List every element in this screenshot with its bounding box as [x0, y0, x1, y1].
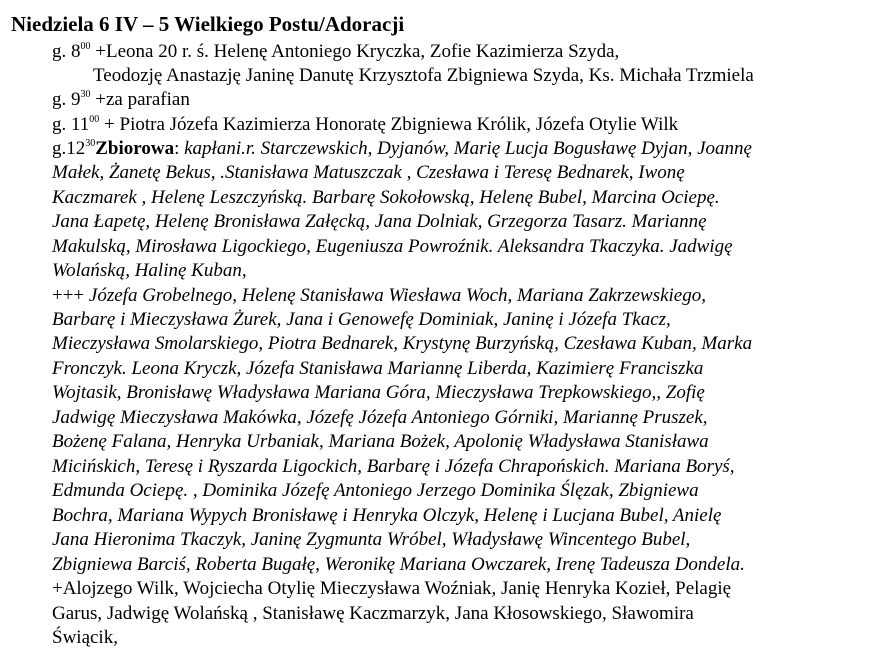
intention-line: Wolańską, Halinę Kuban,: [52, 260, 247, 281]
mass-intention: +Leona 20 r. ś. Helenę Antoniego Kryczka, Zofie Kazimierza Szyda,: [95, 41, 620, 62]
intention-line: Bożenę Falana, Henryka Urbaniak, Mariana Bożek, Apolonię Władysława Stanisława: [52, 431, 709, 452]
collective-heading: Zbiorowa: [95, 138, 175, 159]
mass-time: g. 9: [52, 89, 81, 110]
mass-time-minutes: 30: [85, 138, 96, 149]
mass-intention: +za parafian: [95, 89, 190, 110]
intention-line: Jadwigę Mieczysława Makówka, Józefę Józefa Antoniego Górniki, Mariannę Pruszek,: [52, 407, 708, 428]
intention-line: Garus, Jadwigę Wolańską , Stanisławę Kaczmarzyk, Jana Kłosowskiego, Sławomira: [52, 603, 694, 624]
intention-line: Fronczyk. Leona Kryczk, Józefa Stanisława Mariannę Liberda, Kazimierę Franciszka: [52, 358, 704, 379]
crosses-marker: +++: [52, 285, 85, 306]
intention-line: Makulską, Mirosława Ligockiego, Eugeniusza Powroźnik. Aleksandra Tkaczyka. Jadwigę: [52, 236, 733, 257]
mass-8-line-2: Teodozję Anastazję Janinę Danutę Krzysztofa Zbigniewa Szyda, Ks. Michała Trzmiela: [93, 65, 754, 86]
collective-colon: :: [174, 138, 180, 159]
mass-time: g. 8: [52, 41, 81, 62]
intention-line: Wojtasik, Bronisławę Władysława Mariana Góra, Mieczysława Trepkowskiego,, Zofię: [52, 382, 705, 403]
intention-line: +Alojzego Wilk, Wojciecha Otylię Mieczysława Woźniak, Janię Henryka Kozieł, Pelagię: [52, 578, 732, 599]
page-title: Niedziela 6 IV – 5 Wielkiego Postu/Adoracji: [11, 12, 405, 36]
mass-intention: + Piotra Józefa Kazimierza Honoratę Zbigniewa Królik, Józefa Otylie Wilk: [104, 114, 679, 135]
intention-line: Mieczysława Smolarskiego, Piotra Bednarek, Krystynę Burzyńską, Czesława Kuban, Marka: [52, 333, 753, 354]
intention-line: Kaczmarek , Helenę Leszczyńską. Barbarę Sokołowską, Helenę Bubel, Marcina Ociepę.: [52, 187, 720, 208]
intention-line: Małek, Żanetę Bekus, .Stanisława Matuszczak , Czesława i Teresę Bednarek, Iwonę: [52, 162, 685, 183]
mass-11-line: [52, 113, 678, 140]
intention-line: Barbarę i Mieczysława Żurek, Jana i Genowefę Dominiak, Janinę i Józefa Tkacz,: [52, 309, 671, 330]
intention-line: Jana Hieronima Tkaczyk, Janinę Zygmunta Wróbel, Władysławę Wincentego Bubel,: [52, 529, 691, 550]
intention-line: Zbigniewa Barciś, Roberta Bugałę, Weronikę Mariana Owczarek, Irenę Tadeusza Dondela.: [52, 554, 745, 575]
intention-line: Bochra, Mariana Wypych Bronisławę i Henryka Olczyk, Helenę i Lucjana Bubel, Anielę: [52, 505, 722, 526]
intention-line: kapłani.r. Starczewskich, Dyjanów, Marię Lucja Bogusławę Dyjan, Joannę: [184, 138, 752, 159]
mass-time: g.12: [52, 138, 86, 159]
mass-930-line: [52, 88, 190, 115]
intention-line: Józefa Grobelnego, Helenę Stanisława Wiesława Woch, Mariana Zakrzewskiego,: [88, 285, 706, 306]
mass-time: g. 11: [52, 114, 90, 135]
mass-time-minutes: 30: [80, 89, 91, 100]
crosses-line-1: [52, 284, 706, 308]
mass-time-minutes: 00: [80, 41, 91, 52]
mass-time-minutes: 00: [89, 114, 100, 125]
intention-line: Edmunda Ociepę. , Dominika Józefę Antoniego Jerzego Dominika Ślęzak, Zbigniewa: [52, 480, 699, 501]
intention-line: Jana Łapetę, Helenę Bronisława Załęcką, Jana Dolniak, Grzegorza Tasarz. Mariannę: [52, 211, 707, 232]
intention-line: Micińskich, Teresę i Ryszarda Ligockich, Barbarę i Józefa Chrapońskich. Mariana Boryś,: [52, 456, 735, 477]
mass-8-line-1: [52, 40, 619, 67]
mass-1230-line-1: [52, 137, 752, 164]
intention-line: Świącik,: [52, 627, 118, 648]
